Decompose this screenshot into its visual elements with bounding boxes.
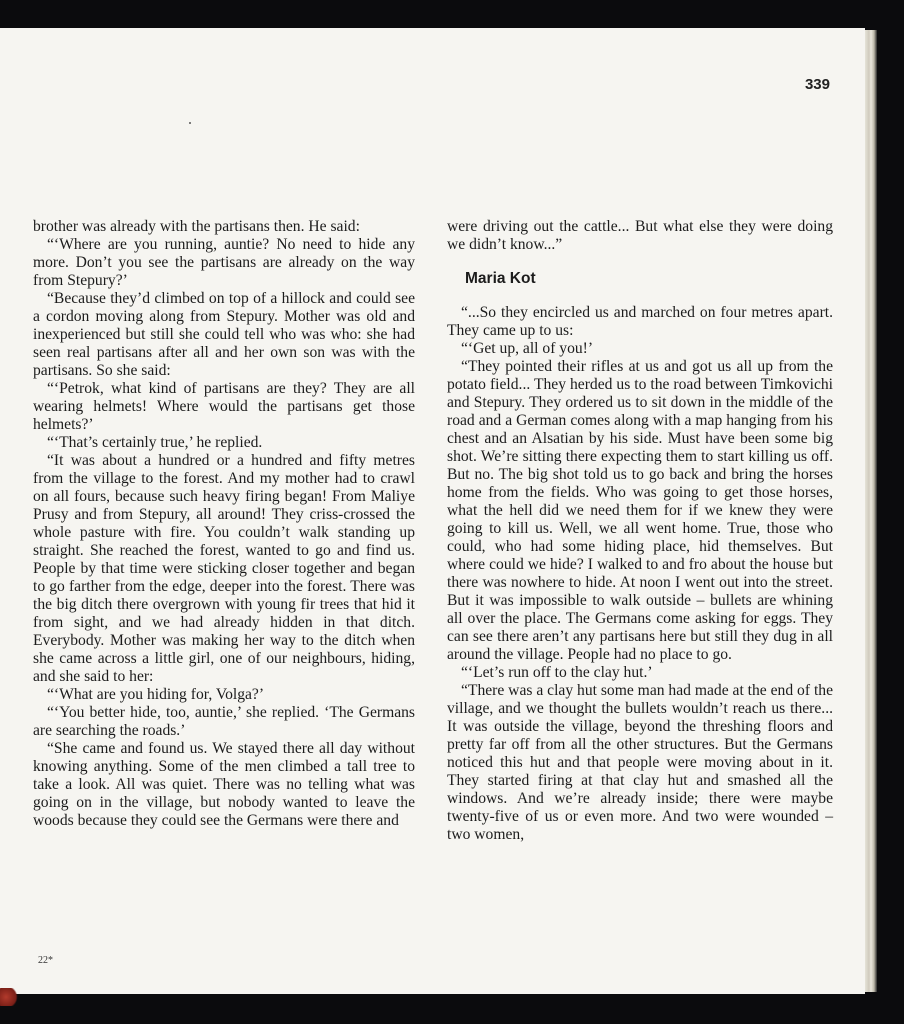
paragraph: “‘You better hide, too, auntie,’ she replied. ‘The Germans are searching the roads.’ — [33, 704, 415, 739]
book-corner — [0, 988, 20, 1006]
paragraph: “‘That’s certainly true,’ he replied. — [47, 434, 263, 451]
paragraph: “‘What are you hiding for, Volga?’ — [47, 686, 265, 703]
paragraph: were driving out the cattle... But what else they were doing we didn’t know...” — [447, 218, 833, 253]
paragraph: “There was a clay hut some man had made at the end of the village, and we thought the bullets wouldn’t reach us there... It was outside the village, beyond the threshing floors and pretty far off from all the other structures. But the Germans noticed this hut and that people were moving about in it. They started firing at that clay hut and smashed all the windows. And we’re already inside; there were maybe twenty-five of us or even more. And two were wounded – two women, — [447, 682, 833, 843]
paragraph: “Because they’d climbed on top of a hillock and could see a cordon moving along from Stepury. Mother was old and inexperienced but still she could tell who was who: she had seen real partisans after all and her own son was with the partisans. So she said: — [33, 290, 415, 379]
page-edge — [865, 30, 877, 992]
book-page — [0, 28, 865, 994]
section-heading: Maria Kot — [465, 270, 536, 287]
background-strip — [0, 994, 904, 1024]
paragraph: “‘Let’s run off to the clay hut.’ — [461, 664, 653, 681]
paragraph: “She came and found us. We stayed there all day without knowing anything. Some of the men climbed a tall tree to take a look. All was quiet. There was no telling what was going on in the village, but nobody wanted to leave the woods because they could see the Germans were there and — [33, 740, 415, 829]
ink-speck — [189, 122, 191, 124]
paragraph: “They pointed their rifles at us and got us all up from the potato field... They herded us to the road between Timkovichi and Stepury. They ordered us to sit down in the middle of the road and a German comes along with a map hanging from his chest and an Alsatian by his side. Must have been some big shot. We’re sitting there expecting them to start killing us off. But no. The big shot told us to go back and bring the horses home from the fields. Who was going to get those horses, what the hell did we need them for if we knew they were going to kill us. Well, we all went home. True, those who could, who had some hiding place, hid themselves. But where could we hide? I walked to and fro about the house but there was nowhere to hide. At noon I went out into the street. But it was impossible to walk outside – bullets are whining all over the place. The Germans come asking for eggs. They can see there aren’t any partisans here but still they dug in all around the village. People had no place to go. — [447, 358, 833, 663]
paragraph: “‘Where are you running, auntie? No need to hide any more. Don’t you see the partisans are already on the way from Stepury?’ — [33, 236, 415, 289]
paragraph: “...So they encircled us and marched on four metres apart. They came up to us: — [447, 304, 833, 339]
paragraph: “‘Petrok, what kind of partisans are they? They are all wearing helmets! Where would the partisans get those helmets?’ — [33, 380, 415, 433]
page-number: 339 — [804, 76, 830, 93]
right-column — [447, 218, 833, 844]
paragraph: “‘Get up, all of you!’ — [461, 340, 594, 357]
paragraph: “It was about a hundred or a hundred and fifty metres from the village to the forest. And my mother had to crawl on all fours, because such heavy firing began! From Maliye Prusy and from Stepury, all around! They criss-crossed the whole pasture with fire. You couldn’t walk standing up straight. She reached the forest, wanted to go and find us. People by that time were sticking closer together and began to go farther from the edge, deeper into the forest. There was the big ditch there overgrown with young fir trees that hid it from sight, and we had already hidden in that ditch. Everybody. Mother was making her way to the ditch when she came across a little girl, one of our neighbours, hiding, and she said to her: — [33, 452, 415, 685]
signature-mark: 22* — [38, 955, 53, 966]
left-column — [33, 218, 415, 830]
paragraph: brother was already with the partisans then. He said: — [33, 218, 360, 235]
